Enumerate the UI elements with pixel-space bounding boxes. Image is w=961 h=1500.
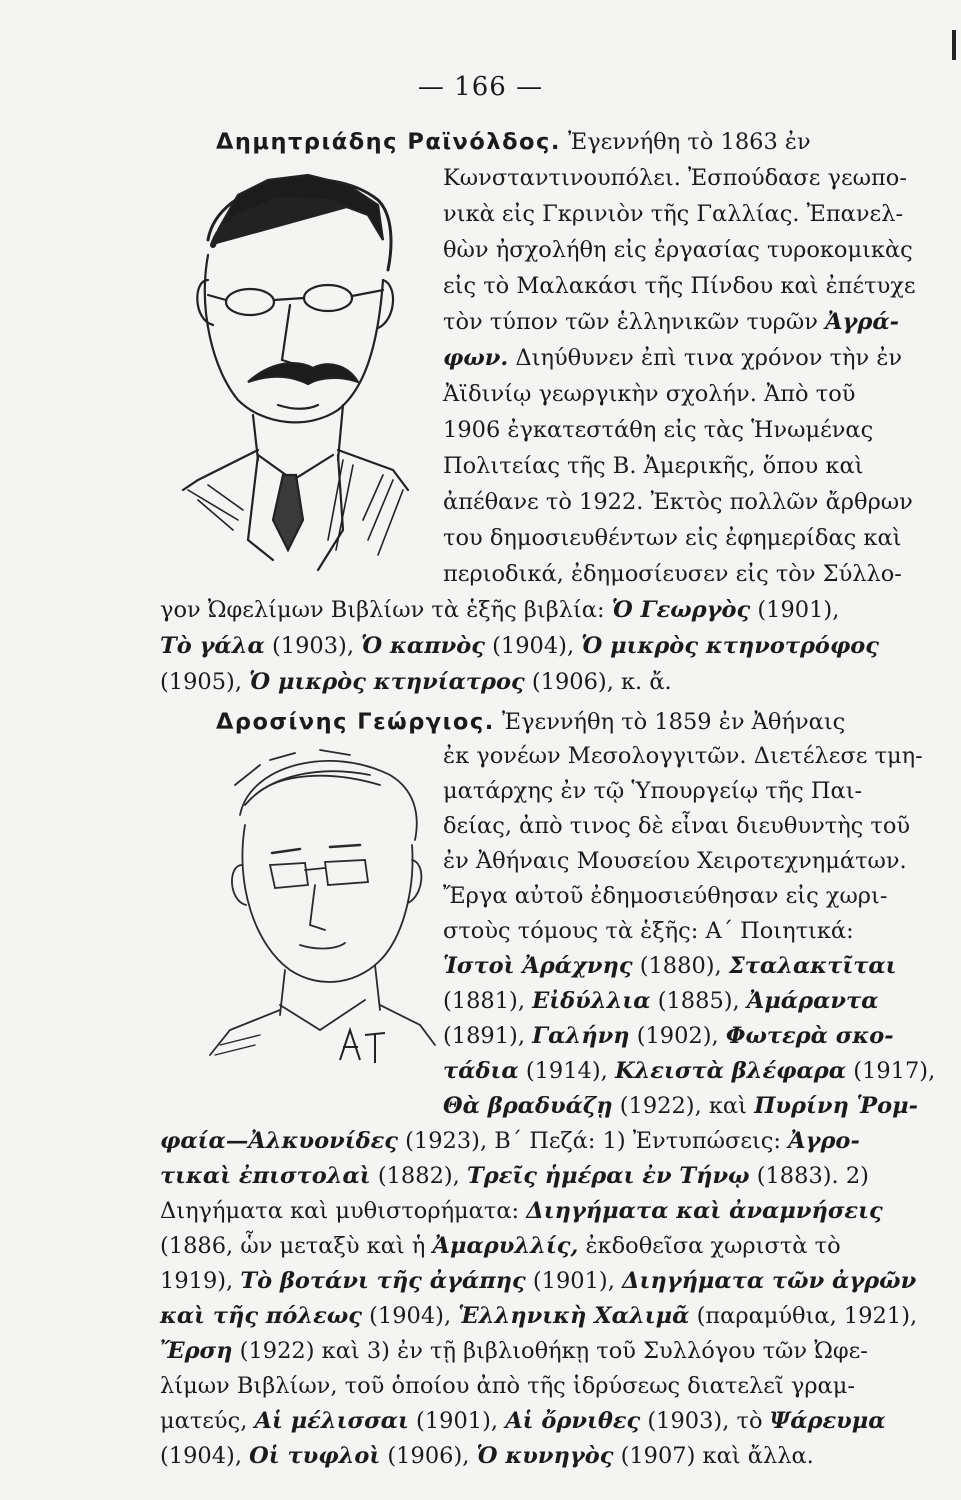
entry-title-drosinis: Δροσίνης Γεώργιος. [216,709,495,735]
entry-1-line-12: του δημοσιευθέντων εἰς ἐφημερίδας καὶ [443,525,902,551]
entry-1-line-11: ἀπέθανε τὸ 1922. Ἐκτὸς πολλῶν ἄρθρων [443,489,913,515]
entry-2-line-3: ματάρχης ἐν τῷ Ὑπουργείῳ τῆς Παι- [443,778,863,804]
scan-edge-mark [952,30,956,60]
entry-1-line-16: (1905), Ὁ μικρὸς κτηνίατρος (1906), κ. ἄ. [160,669,672,695]
entry-2-line-13: φαία—Ἀλκυονίδες (1923), Β΄ Πεζά: 1) Ἐντυπώσεις: Ἀγρο- [160,1128,860,1154]
entry-2-line-11: τάδια (1914), Κλειστὰ βλέφαρα (1917), [443,1058,936,1084]
entry-2-line-18: καὶ τῆς πόλεως (1904), Ἑλληνικὴ Χαλιμᾶ (παραμύθια, 1921), [160,1303,918,1329]
entry-1-line-14: γον Ὠφελίμων Βιβλίων τὰ ἑξῆς βιβλία: Ὁ Γεωργὸς (1901), [160,597,840,623]
entry-2-line-22: (1904), Οἱ τυφλοὶ (1906), Ὁ κυνηγὸς (1907) καὶ ἄλλα. [160,1443,814,1469]
entry-2-line-5: ἐν Ἀθήναις Μουσείου Χειροτεχνημάτων. [443,848,907,874]
entry-title-dimitriadis: Δημητριάδης Ραϊνόλδος. [216,129,561,155]
entry-1-line-6: τὸν τύπον τῶν ἑλληνικῶν τυρῶν Ἀγρά- [443,309,900,335]
entry-2-line-2: ἐκ γονέων Μεσολογγιτῶν. Διετέλεσε τμη- [443,743,923,769]
entry-2-line-16: (1886, ὧν μεταξὺ καὶ ἡ Ἀμαρυλλίς, ἐκδοθεῖσα χωριστὰ τὸ [160,1233,841,1259]
entry-2-line-19: Ἔρση (1922) καὶ 3) ἐν τῇ βιβλιοθήκῃ τοῦ Συλλόγου τῶν Ὠφε- [160,1338,868,1364]
page-number: — 166 — [417,72,544,102]
entry-1-line-7: φων. Διηύθυνεν ἐπὶ τινα χρόνον τὴν ἐν [443,345,903,371]
entry-2-line-20: λίμων Βιβλίων, τοῦ ὁποίου ἀπὸ τῆς ἱδρύσεως διατελεῖ γραμ- [160,1373,855,1399]
entry-2-line-8: Ἱστοὶ Ἀράχνης (1880), Σταλακτῖται [443,953,897,979]
entry-2-line-14: τικαὶ ἐπιστολαὶ (1882), Τρεῖς ἡμέραι ἐν Τήνῳ (1883). 2) [160,1163,869,1189]
entry-1-line-8: Ἀϊδινίῳ γεωργικὴν σχολήν. Ἀπὸ τοῦ [443,381,856,407]
entry-2-line-12: Θὰ βραδυάζῃ (1922), καὶ Πυρίνη Ῥομ- [443,1093,918,1119]
entry-1-line-9: 1906 ἐγκατεστάθη εἰς τὰς Ἡνωμένας [443,417,874,443]
entry-1-line-4: θὼν ἠσχολήθη εἰς ἐργασίας τυροκομικὰς [443,237,913,263]
entry-2-line-9: (1881), Εἰδύλλια (1885), Ἀμάραντα [443,988,879,1014]
entry-2-line-15: Διηγήματα καὶ μυθιστορήματα: Διηγήματα καὶ ἀναμνήσεις [160,1198,883,1224]
entry-1-line-3: νικὰ εἰς Γκρινιὸν τῆς Γαλλίας. Ἐπανελ- [443,201,904,227]
entry-1-line-2: Κωνσταντινουπόλει. Ἐσπούδασε γεωπο- [443,165,907,191]
entry-2-line-1: Δροσίνης Γεώργιος. Ἐγεννήθη τὸ 1859 ἐν Ἀθήναις [216,709,846,735]
entry-1-line-5: εἰς τὸ Μαλακάσι τῆς Πίνδου καὶ ἐπέτυχε [443,273,916,299]
entry-2-line-10: (1891), Γαλήνη (1902), Φωτερὰ σκο- [443,1023,894,1049]
entry-2-line-6: Ἔργα αὐτοῦ ἐδημοσιεύθησαν εἰς χωρι- [443,883,888,909]
entry-1-line-10: Πολιτείας τῆς Β. Ἀμερικῆς, ὅπου καὶ [443,453,864,479]
entry-2-line-17: 1919), Τὸ βοτάνι τῆς ἀγάπης (1901), Διηγήματα τῶν ἀγρῶν [160,1268,917,1294]
entry-1-line-1: Δημητριάδης Ραϊνόλδος. Ἐγεννήθη τὸ 1863 ἐν [216,129,811,155]
entry-2-line-21: ματεύς, Αἱ μέλισσαι (1901), Αἱ ὄρνιθες (1903), τὸ Ψάρευμα [160,1408,886,1434]
entry-2-line-7: στοὺς τόμους τὰ ἑξῆς: Α΄ Ποιητικά: [443,918,854,944]
portrait-dimitriadis [178,160,428,580]
entry-1-line-15: Τὸ γάλα (1903), Ὁ καπνὸς (1904), Ὁ μικρὸς κτηνοτρόφος [160,633,880,659]
entry-1-line-13: περιοδικά, ἐδημοσίευσεν εἰς τὸν Σύλλο- [443,561,902,587]
portrait-drosinis [200,745,440,1075]
signature-mark [340,1030,385,1063]
entry-2-line-4: δείας, ἀπὸ τινος δὲ εἶναι διευθυντὴς τοῦ [443,813,911,839]
